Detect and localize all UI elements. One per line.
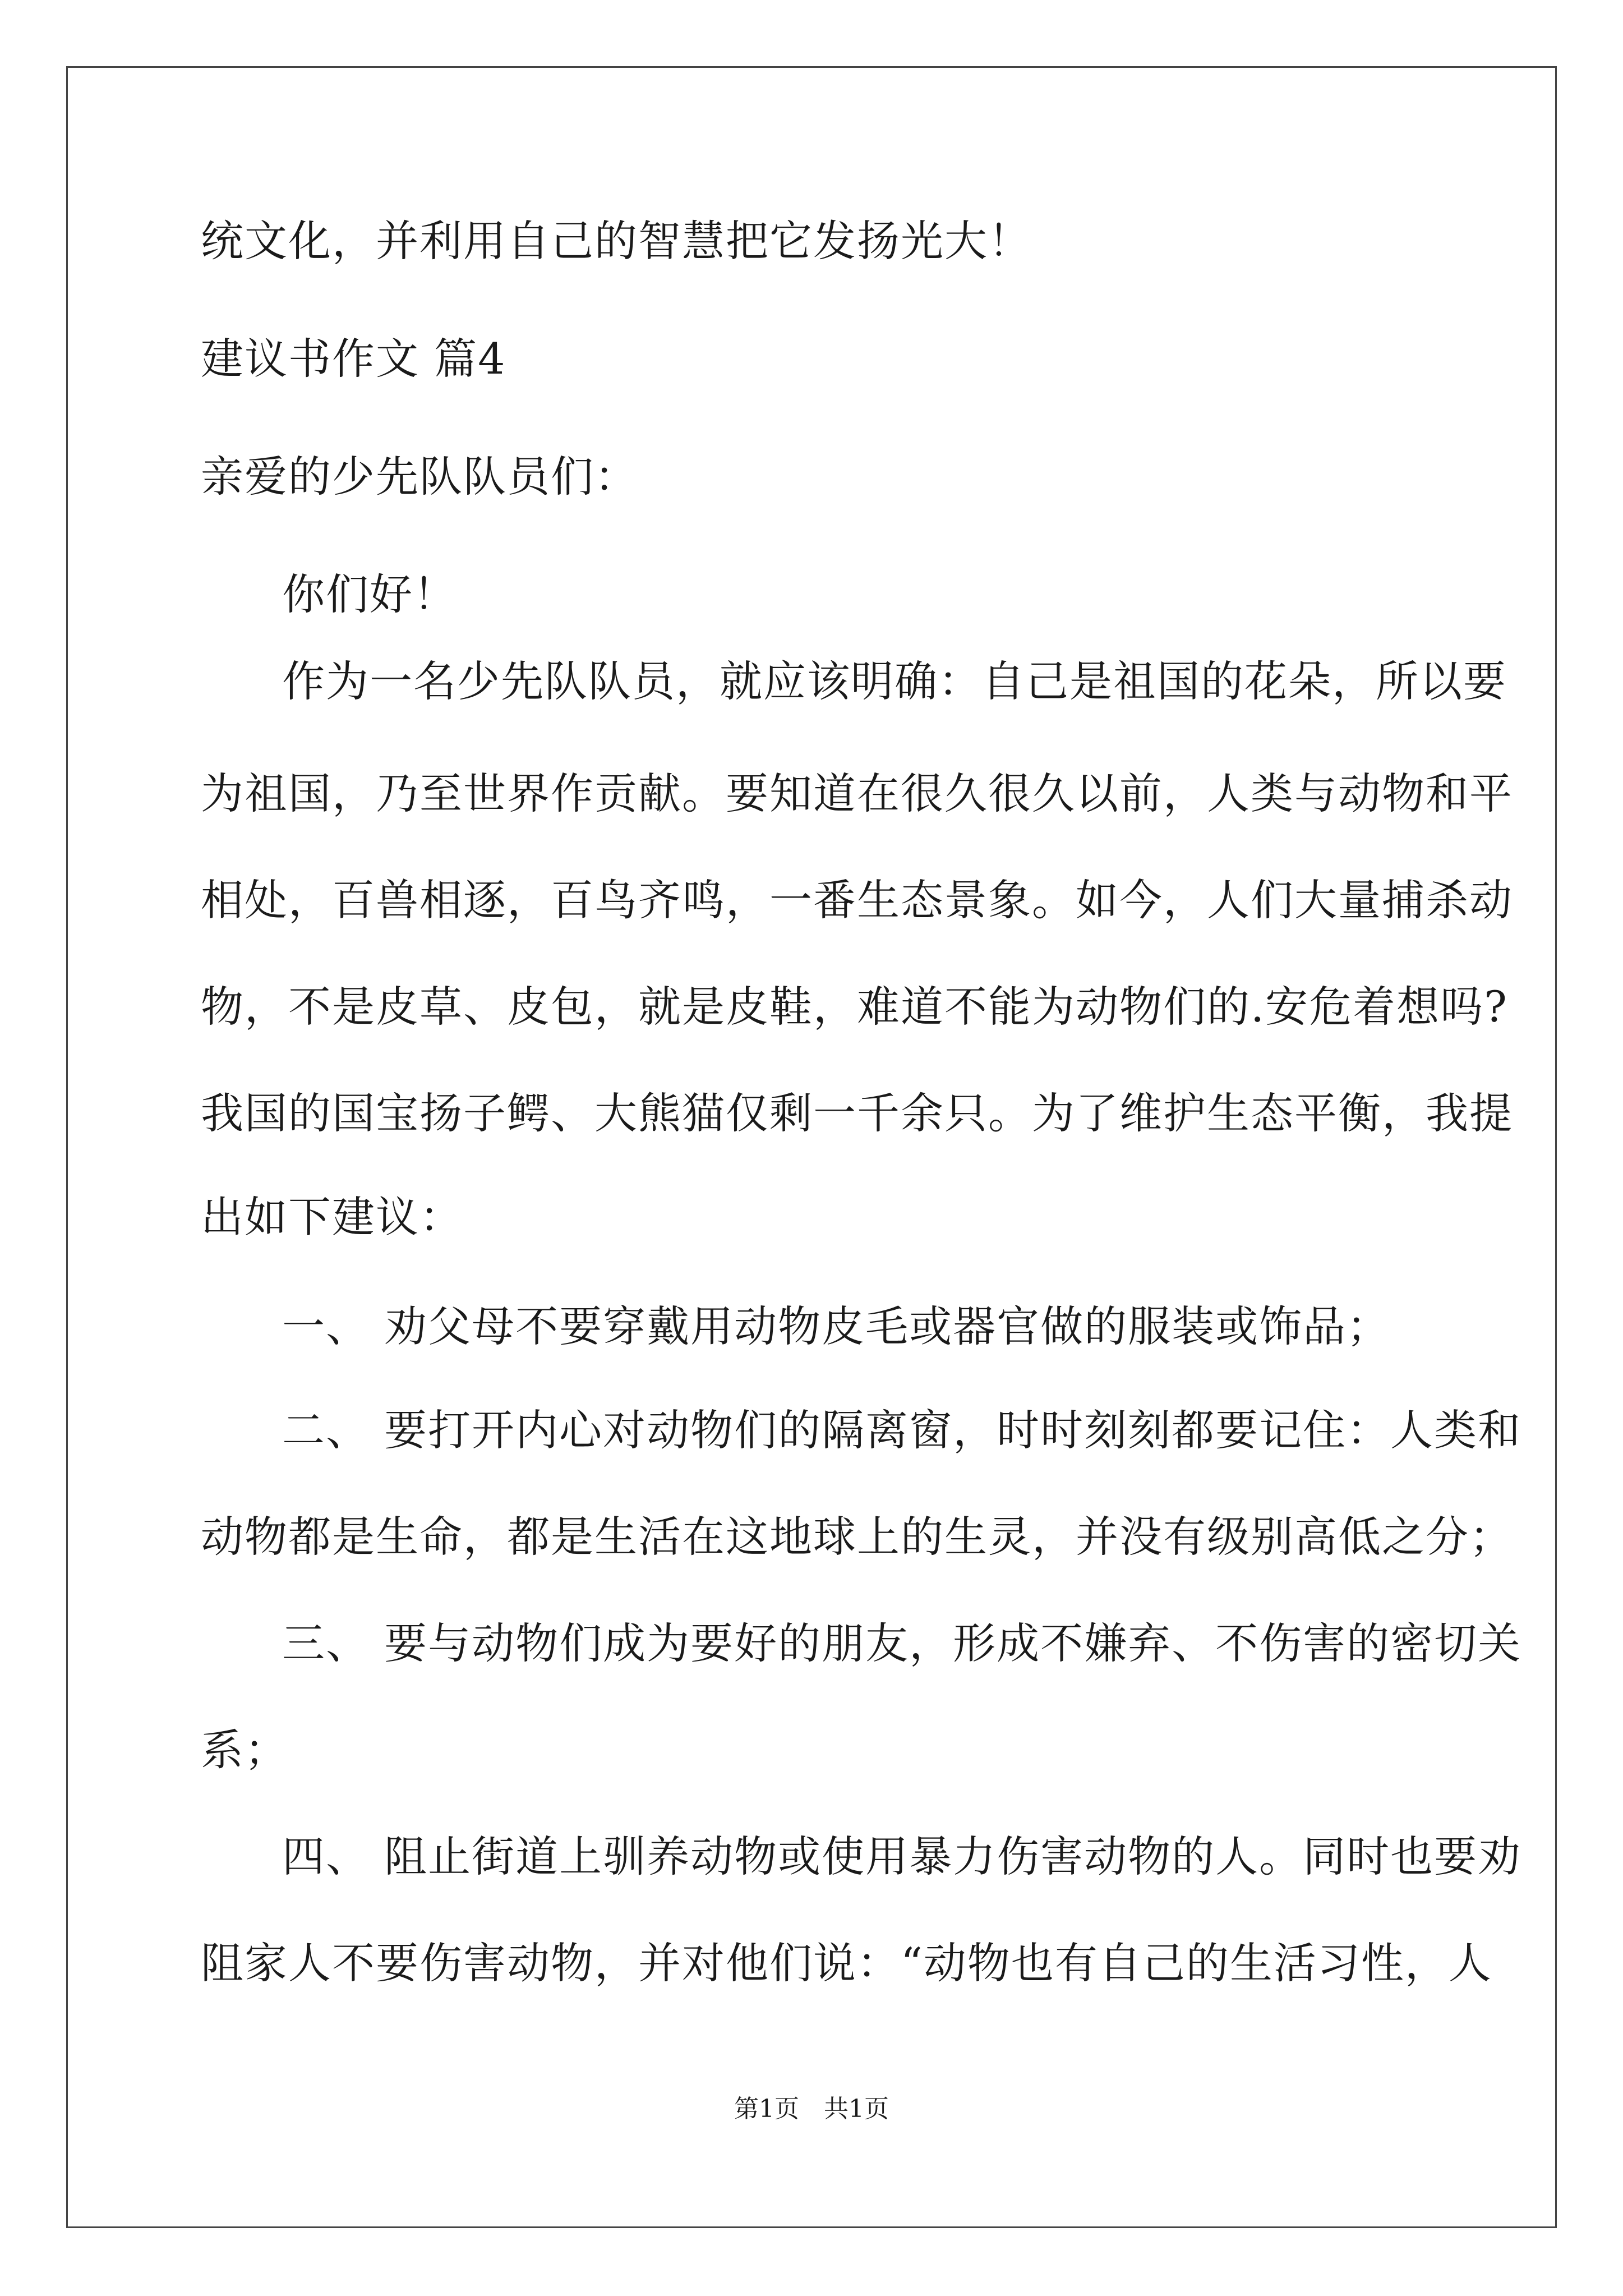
suggestion-item-2: 二、 要打开内心对动物们的隔离窗，时时刻刻都要记住：人类和 <box>282 1405 1522 1455</box>
page-border <box>66 66 1557 2228</box>
paragraph-line: 物，不是皮草、皮包，就是皮鞋，难道不能为动物们的.安危着想吗? <box>201 982 1508 1032</box>
paragraph-line: 相处，百兽相逐，百鸟齐鸣，一番生态景象。如今，人们大量捕杀动 <box>201 875 1513 925</box>
page-number: 第1页 共1页 <box>734 2095 889 2123</box>
paragraph-line: 出如下建议： <box>201 1192 463 1242</box>
suggestion-item-1: 一、 劝父母不要穿戴用动物皮毛或器官做的服装或饰品； <box>282 1301 1391 1351</box>
salutation: 亲爱的少先队队员们： <box>201 452 638 501</box>
section-heading: 建议书作文 篇4 <box>201 334 506 384</box>
greeting: 你们好！ <box>282 569 457 619</box>
paragraph-line: 作为一名少先队队员，就应该明确：自己是祖国的花朵，所以要 <box>282 656 1507 706</box>
suggestion-item-3: 三、 要与动物们成为要好的朋友，形成不嫌弃、不伤害的密切关 <box>282 1618 1522 1668</box>
suggestion-item-4-cont: 阻家人不要伤害动物，并对他们说：“动物也有自己的生活习性，人 <box>201 1938 1492 1988</box>
suggestion-item-2-cont: 动物都是生命，都是生活在这地球上的生灵，并没有级别高低之分； <box>201 1512 1513 1562</box>
suggestion-item-3-cont: 系； <box>201 1725 288 1775</box>
suggestion-item-4: 四、 阻止街道上驯养动物或使用暴力伤害动物的人。同时也要劝 <box>282 1832 1522 1881</box>
text-line-1: 统文化，并利用自己的智慧把它发扬光大！ <box>201 216 1032 266</box>
paragraph-line: 为祖国，乃至世界作贡献。要知道在很久很久以前，人类与动物和平 <box>201 769 1513 818</box>
paragraph-line: 我国的国宝扬子鳄、大熊猫仅剩一千余只。为了维护生态平衡，我提 <box>201 1088 1513 1138</box>
